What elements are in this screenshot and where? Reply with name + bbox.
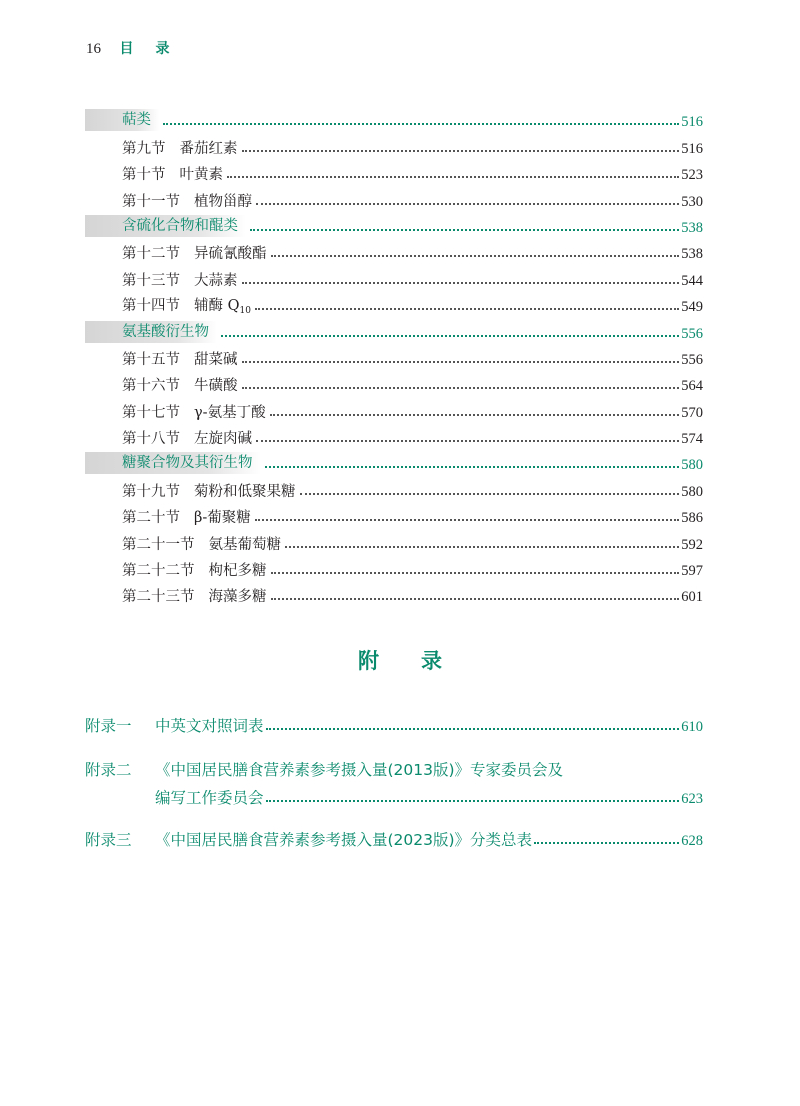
toc-entry-row[interactable] — [85, 474, 703, 500]
toc-entry-label — [85, 269, 238, 290]
section-number: 第十二节 — [122, 246, 180, 263]
toc-entry-row[interactable] — [85, 184, 703, 210]
leader-dots — [256, 440, 679, 442]
page-ref: 544 — [681, 272, 703, 289]
section-number: 第二十节 — [122, 510, 180, 527]
section-title: γ-氨基丁酸 — [194, 404, 266, 421]
section-title: 植物甾醇 — [194, 193, 252, 210]
toc-entry-row[interactable] — [85, 158, 703, 184]
page-ref: 586 — [681, 510, 703, 527]
leader-dots — [242, 387, 680, 389]
section-number: 第十五节 — [122, 351, 180, 368]
page-ref: 549 — [681, 299, 703, 316]
toc-group-row[interactable] — [85, 211, 703, 237]
appendix-entry-1[interactable] — [85, 712, 703, 736]
section-title: 番茄红素 — [179, 140, 238, 157]
leader-dots — [255, 308, 679, 310]
leader-dots — [242, 282, 680, 284]
section-number: 第十七节 — [122, 404, 180, 421]
appendix-key: 附录三 — [85, 831, 132, 849]
section-title: 枸杞多糖 — [208, 563, 267, 580]
page-number: 16 — [86, 41, 101, 57]
toc-entry-label — [85, 427, 252, 448]
appendix-title: 《中国居民膳食营养素参考摄入量(2013版)》专家委员会及 — [155, 761, 564, 779]
leader-dots — [227, 176, 679, 178]
appendix-key: 附录一 — [85, 717, 132, 735]
appendix-heading — [0, 645, 800, 675]
section-title: 叶黄素 — [179, 167, 223, 184]
section-number: 第二十三节 — [122, 589, 195, 606]
section-title: β-葡聚糖 — [194, 510, 251, 527]
section-title: 左旋肉碱 — [194, 431, 252, 448]
page-ref: 574 — [681, 431, 703, 448]
toc-group-label: 含硫化合物和醌类 — [85, 215, 246, 237]
toc-entry-row[interactable] — [85, 290, 703, 316]
toc-group-row[interactable] — [85, 316, 703, 342]
section-title: 大蒜素 — [194, 272, 238, 289]
toc-entry-label — [85, 163, 223, 184]
section-number: 第十九节 — [122, 483, 180, 500]
toc-entry-row[interactable] — [85, 395, 703, 421]
toc-entry-label — [85, 506, 251, 527]
page-ref: 564 — [681, 378, 703, 395]
toc-entry-label — [85, 190, 252, 211]
page-ref: 538 — [681, 219, 703, 236]
section-number: 第十八节 — [122, 431, 180, 448]
toc-entry-row[interactable] — [85, 237, 703, 263]
toc-entry-label — [85, 348, 238, 369]
page-ref: 601 — [681, 589, 703, 606]
section-title: 辅酶 Q — [194, 298, 240, 315]
section-title: 异硫氰酸酯 — [194, 246, 267, 263]
page-ref: 580 — [681, 483, 703, 500]
leader-dots — [534, 842, 679, 844]
leader-dots — [163, 123, 679, 125]
section-title: 菊粉和低聚果糖 — [194, 483, 296, 500]
page-ref: 523 — [681, 167, 703, 184]
section-title: 甜菜碱 — [194, 351, 238, 368]
toc-entry-row[interactable] — [85, 554, 703, 580]
section-number: 第十节 — [122, 167, 166, 184]
section-title: 氨基葡萄糖 — [208, 536, 281, 553]
toc-entry-label — [85, 137, 238, 158]
toc-group-label: 萜类 — [85, 109, 159, 131]
toc-group-row[interactable] — [85, 105, 703, 131]
appendix-title: 《中国居民膳食营养素参考摄入量(2023版)》分类总表 — [155, 831, 533, 849]
leader-dots — [221, 335, 679, 337]
toc-entry-label — [85, 401, 266, 422]
toc-entry-row[interactable] — [85, 527, 703, 553]
page-ref: 597 — [681, 563, 703, 580]
toc-entry-row[interactable] — [85, 580, 703, 606]
page-ref: 570 — [681, 404, 703, 421]
appendix-entry-2[interactable] — [85, 756, 703, 808]
leader-dots — [266, 800, 680, 802]
appendix-key: 附录二 — [85, 761, 132, 779]
leader-dots — [270, 414, 680, 416]
section-title: 牛磺酸 — [194, 378, 238, 395]
page-ref: 556 — [681, 351, 703, 368]
leader-dots — [271, 598, 680, 600]
toc-entry-label — [85, 294, 251, 316]
leader-dots — [271, 572, 680, 574]
page-ref: 623 — [681, 791, 703, 807]
page-ref: 516 — [681, 140, 703, 157]
section-number: 第二十一节 — [122, 536, 195, 553]
toc-entry-row[interactable] — [85, 422, 703, 448]
section-number: 第十一节 — [122, 193, 180, 210]
section-number: 第十六节 — [122, 378, 180, 395]
toc-entry-row[interactable] — [85, 501, 703, 527]
leader-dots — [265, 466, 680, 468]
page-ref: 530 — [681, 193, 703, 210]
toc-entry-row[interactable] — [85, 343, 703, 369]
leader-dots — [300, 493, 680, 495]
leader-dots — [250, 229, 679, 231]
leader-dots — [271, 255, 680, 257]
leader-dots — [285, 546, 679, 548]
toc-entry-label — [85, 559, 267, 580]
page-ref: 516 — [681, 114, 703, 131]
appendix-title: 中英文对照词表 — [155, 717, 264, 735]
appendix-title-cont: 编写工作委员会 — [155, 789, 264, 807]
toc-group-row[interactable] — [85, 448, 703, 474]
header-title: 目录 — [119, 41, 192, 57]
toc-group-label: 氨基酸衍生物 — [85, 321, 217, 343]
page-ref: 538 — [681, 246, 703, 263]
section-title: 海藻多糖 — [208, 589, 267, 606]
page-ref: 592 — [681, 536, 703, 553]
page-ref: 628 — [681, 833, 703, 849]
toc-entry-row[interactable] — [85, 369, 703, 395]
leader-dots — [256, 203, 679, 205]
page-ref: 580 — [681, 457, 703, 474]
table-of-contents — [85, 105, 703, 606]
toc-entry-label — [85, 480, 296, 501]
appendix-entry-3[interactable] — [85, 826, 703, 850]
appendix-heading-text: 附录 — [358, 649, 484, 673]
leader-dots — [242, 150, 680, 152]
page-ref: 610 — [681, 719, 703, 735]
toc-entry-label — [85, 374, 238, 395]
subscript: 10 — [239, 306, 251, 317]
section-number: 第九节 — [122, 140, 166, 157]
toc-entry-row[interactable] — [85, 263, 703, 289]
page-ref: 556 — [681, 325, 703, 342]
leader-dots — [242, 361, 680, 363]
leader-dots — [255, 519, 679, 521]
section-number: 第十四节 — [122, 298, 180, 315]
section-number: 第二十二节 — [122, 563, 195, 580]
toc-entry-label — [85, 585, 267, 606]
toc-entry-label — [85, 242, 267, 263]
toc-entry-label — [85, 533, 281, 554]
toc-group-label: 糖聚合物及其衍生物 — [85, 452, 261, 474]
page-header — [86, 38, 191, 58]
leader-dots — [266, 728, 680, 730]
section-number: 第十三节 — [122, 272, 180, 289]
toc-entry-row[interactable] — [85, 131, 703, 157]
